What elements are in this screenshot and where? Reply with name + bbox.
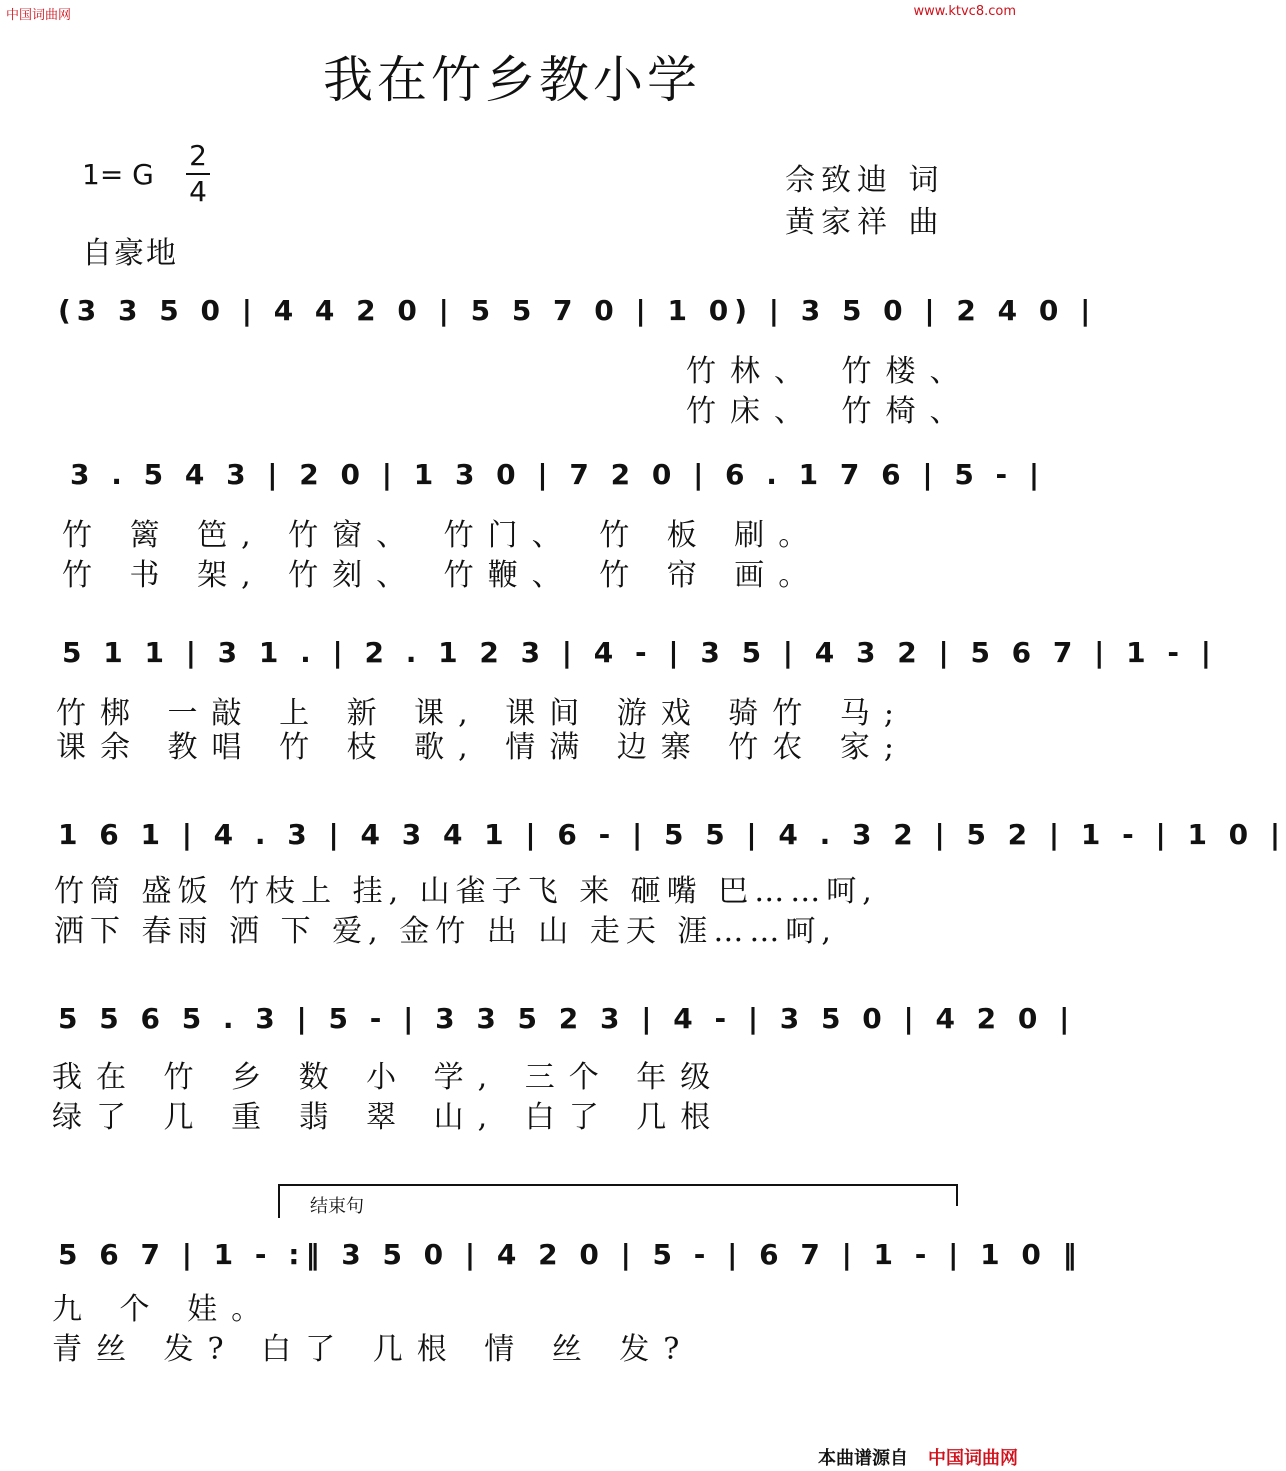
lyrics-row-4-verse-1: 竹筒 盛饭 竹枝上 挂, 山雀子飞 来 砸嘴 巴……呵, [54,874,878,909]
lyrics-row-6-verse-2: 青丝 发? 白了 几根 情 丝 发? [52,1332,694,1367]
notation-row-1: (3 3 5 0 | 4 4 2 0 | 5 5 7 0 | 1 0) | 3 5 0 | 2 4 0 | [58,294,1097,327]
lyrics-row-1-verse-1: 竹林、 竹楼、 [686,354,974,389]
notation-row-6: 5 6 7 | 1 - :‖ 3 5 0 | 4 2 0 | 5 - | 6 7 | 1 - | 1 0 ‖ [58,1238,1083,1271]
lyrics-row-6-verse-1: 九 个 娃。 [52,1292,276,1327]
lyrics-row-4-verse-2: 洒下 春雨 洒 下 爱, 金竹 出 山 走天 涯……呵, [54,914,837,949]
lyrics-row-2-verse-2: 竹 书 架, 竹刻、 竹鞭、 竹 帘 画。 [62,558,823,593]
lyricist-credit: 佘致迪 词 [785,163,945,198]
time-signature [186,140,210,208]
song-title: 我在竹乡教小学 [323,51,701,109]
site-url-right: www.ktvc8.com [913,4,1016,19]
time-numerator: 2 [189,139,207,172]
ending-label: 结束句 [310,1196,364,1217]
footer-site-name: 中国词曲网 [928,1448,1018,1469]
lyrics-row-2-verse-1: 竹 篱 笆, 竹窗、 竹门、 竹 板 刷。 [62,518,823,553]
lyrics-row-3-verse-2: 课余 教唱 竹 枝 歌, 情满 边寨 竹农 家; [56,730,908,765]
notation-row-5: 5 5 6 5 . 3 | 5 - | 3 3 5 2 3 | 4 - | 3 5 0 | 4 2 0 | [58,1002,1076,1035]
volta-bracket-right [956,1184,958,1206]
volta-bracket-left [278,1184,280,1218]
time-denominator: 4 [189,175,207,208]
footer-source-text: 本曲谱源自 [818,1448,908,1469]
lyrics-row-5-verse-2: 绿了 几 重 翡 翠 山, 白了 几根 [52,1100,725,1135]
lyrics-row-1-verse-2: 竹床、 竹椅、 [686,394,974,429]
key-signature: 1= G [82,158,154,191]
notation-row-3: 5 1 1 | 3 1 . | 2 . 1 2 3 | 4 - | 3 5 | 4 3 2 | 5 6 7 | 1 - | [62,636,1217,669]
notation-row-2: 3 . 5 4 3 | 2 0 | 1 3 0 | 7 2 0 | 6 . 1 7 6 | 5 - | [70,458,1046,491]
notation-row-4: 1 6 1 | 4 . 3 | 4 3 4 1 | 6 - | 5 5 | 4 . 3 2 | 5 2 | 1 - | 1 0 | [58,818,1286,851]
composer-credit: 黄家祥 曲 [785,205,945,240]
lyrics-row-5-verse-1: 我在 竹 乡 数 小 学, 三个 年级 [52,1060,725,1095]
site-name-left: 中国词曲网 [6,8,72,23]
volta-bracket-line [278,1184,958,1186]
lyrics-row-3-verse-1: 竹梆 一敲 上 新 课, 课间 游戏 骑竹 马; [56,696,908,731]
tempo-marking: 自豪地 [82,236,178,271]
